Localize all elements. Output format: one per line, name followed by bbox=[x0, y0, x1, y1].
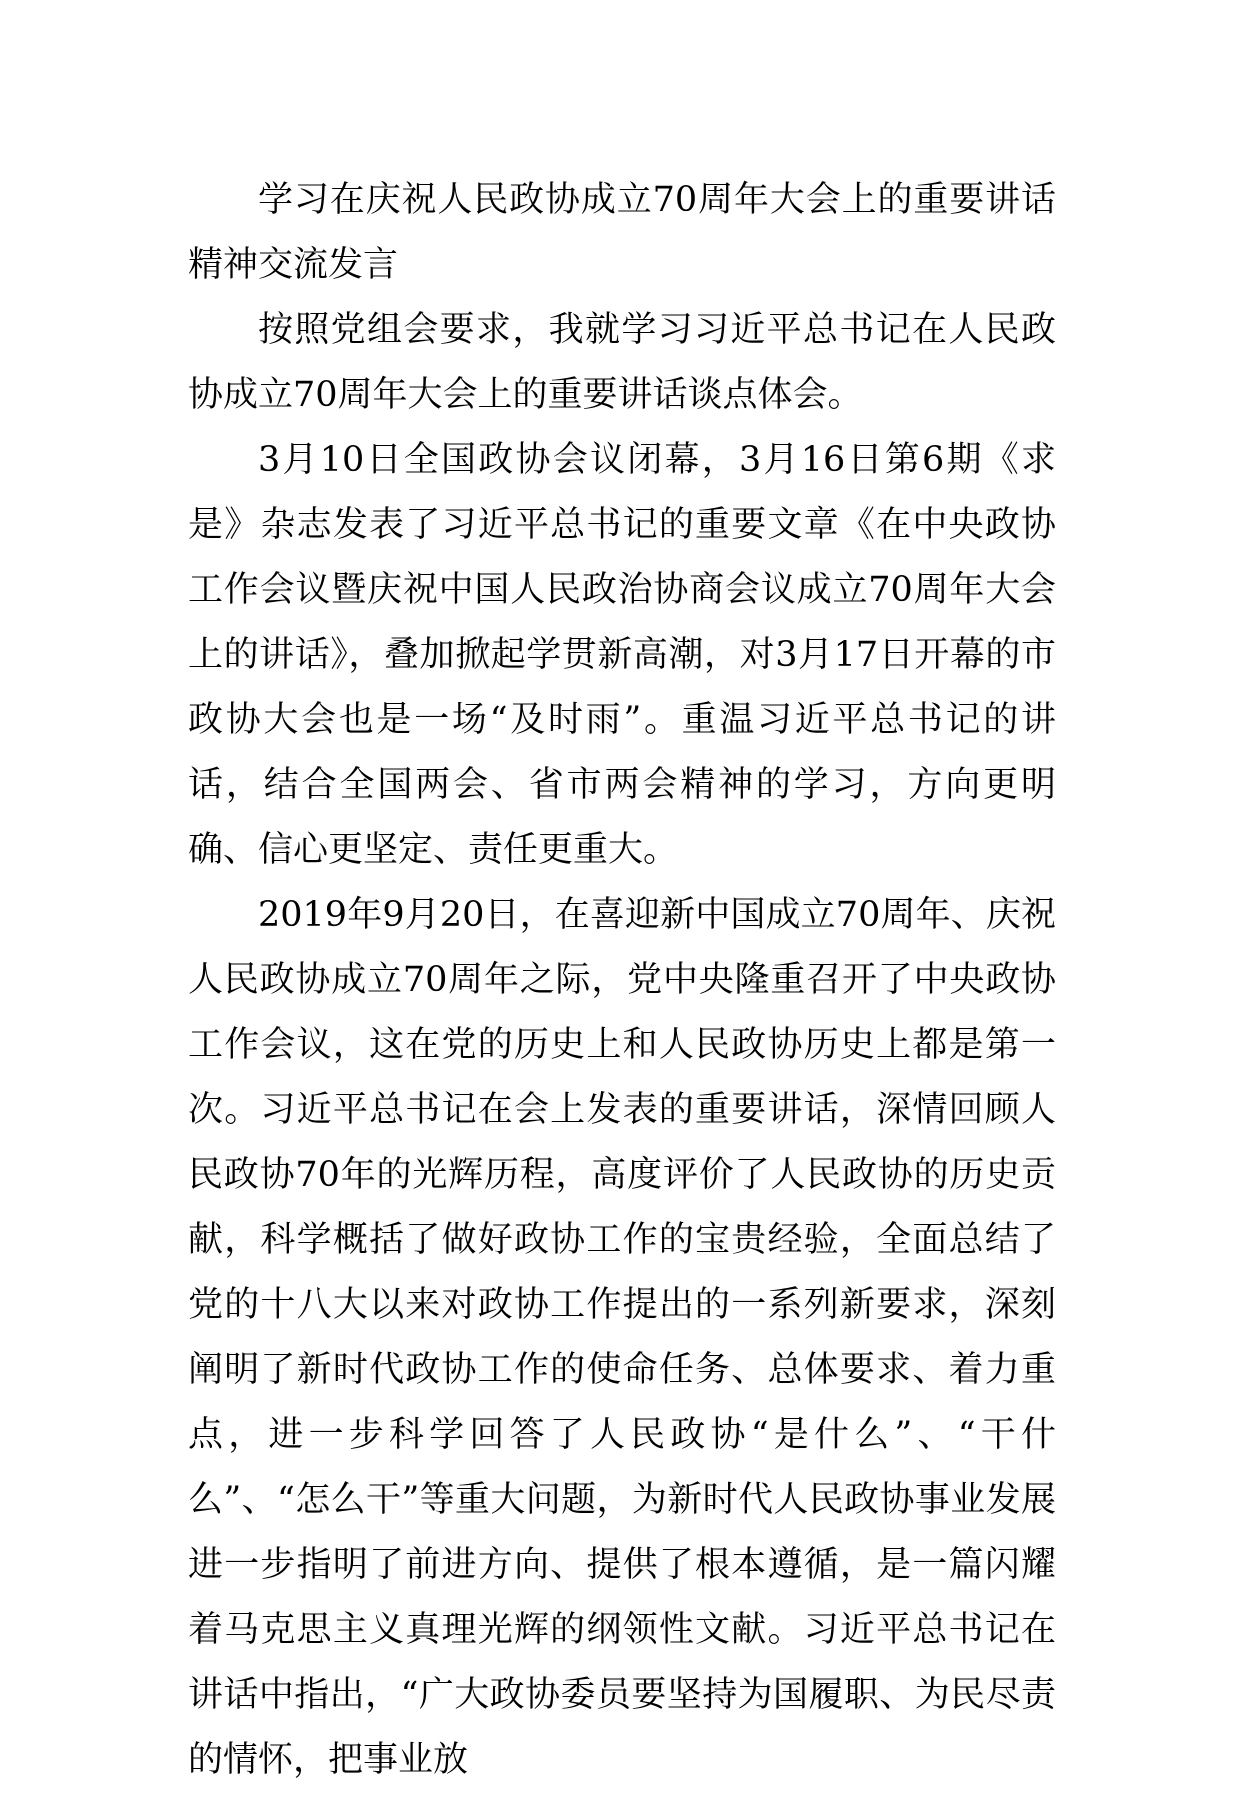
paragraph-3: 2019年9月20日，在喜迎新中国成立70周年、庆祝人民政协成立70周年之际，党中央隆重召开了中央政协工作会议，这在党的历史上和人民政协历史上都是第一次。习近平总书记在会上发表的重要讲话，深情回顾人民政协70年的光辉历程，高度评价了人民政协的历史贡献，科学概括了做好政协工作的宝贵经验，全面总结了党的十八大以来对政协工作提出的一系列新要求，深刻阐明了新时代政协工作的使命任务、总体要求、着力重点，进一步科学回答了人民政协“是什么”、“干什么”、“怎么干”等重大问题，为新时代人民政协事业发展进一步指明了前进方向、提供了根本遵循，是一篇闪耀着马克思主义真理光辉的纲领性文献。习近平总书记在讲话中指出，“广大政协委员要坚持为国履职、为民尽责的情怀，把事业放 bbox=[188, 895, 1056, 1780]
paragraph-1: 按照党组会要求，我就学习习近平总书记在人民政协成立70周年大会上的重要讲话谈点体会。 bbox=[188, 310, 1056, 415]
paragraph-2: 3月10日全国政协会议闭幕，3月16日第6期《求是》杂志发表了习近平总书记的重要文章《在中央政协工作会议暨庆祝中国人民政治协商会议成立70周年大会上的讲话》，叠加掀起学贯新高潮，对3月17日开幕的市政协大会也是一场“及时雨”。重温习近平总书记的讲话，结合全国两会、省市两会精神的学习，方向更明确、信心更坚定、责任更重大。 bbox=[188, 440, 1056, 870]
document-title: 学习在庆祝人民政协成立70周年大会上的重要讲话精神交流发言 bbox=[188, 180, 1056, 285]
document-page bbox=[188, 168, 1056, 1793]
